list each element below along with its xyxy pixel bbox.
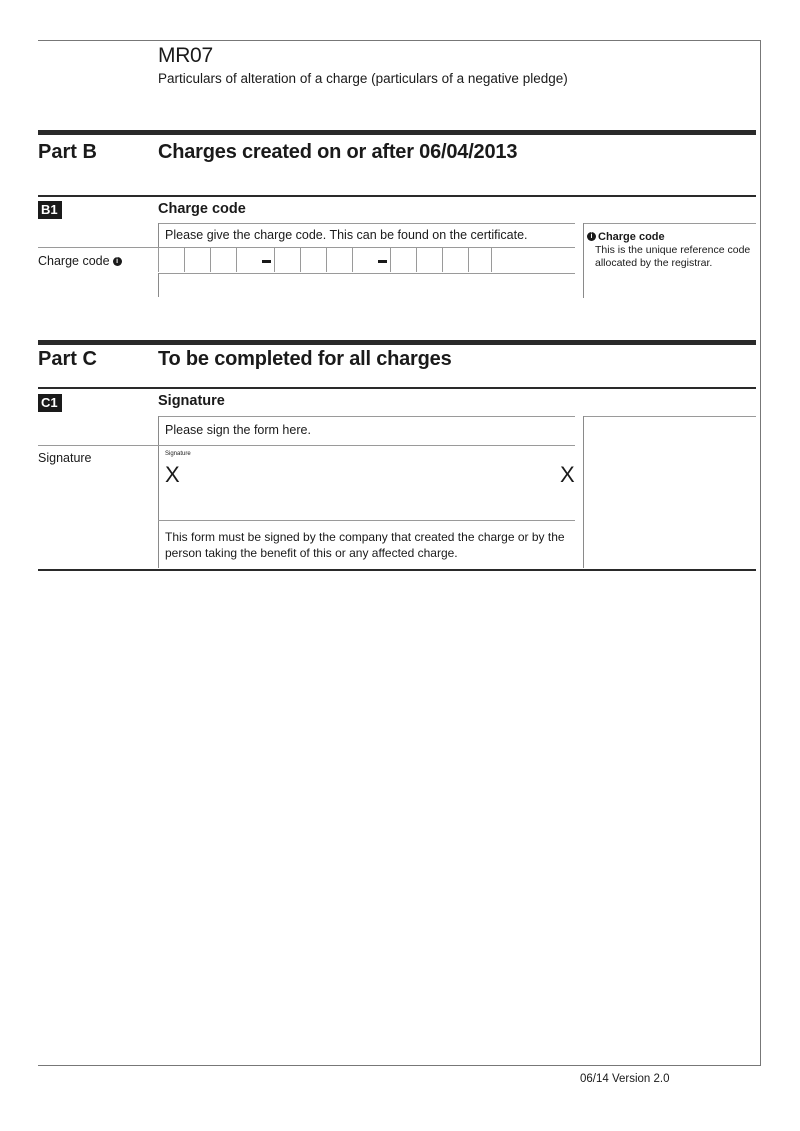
charge-code-instruction: Please give the charge code. This can be found on the certificate. <box>165 228 528 242</box>
part-c-bottom-rule <box>38 569 756 571</box>
signature-note: This form must be signed by the company that created the charge or by the person taking the benefit of this or any affected charge. <box>165 530 565 560</box>
signature-instruction: Please sign the form here. <box>165 423 311 437</box>
instruction-left-rule <box>158 223 159 247</box>
code-dash <box>378 260 387 263</box>
code-cell-divider <box>468 248 469 272</box>
code-cell-divider <box>352 248 353 272</box>
form-subtitle: Particulars of alteration of a charge (particulars of a negative pledge) <box>158 71 568 86</box>
signature-caption: Signature <box>165 451 191 457</box>
section-badge-c1: C1 <box>38 394 62 412</box>
code-cell-divider <box>158 248 159 272</box>
code-cell-divider <box>184 248 185 272</box>
code-empty-left-rule <box>158 273 159 297</box>
section-c1-rule <box>38 387 756 389</box>
section-title-charge-code: Charge code <box>158 201 246 217</box>
bottom-border <box>38 1065 761 1066</box>
part-c-label: Part C <box>38 348 97 370</box>
form-code: MR07 <box>158 44 213 67</box>
help-heading-text: Charge code <box>598 231 665 243</box>
signature-label: Signature <box>38 451 92 465</box>
info-icon: i <box>113 257 122 266</box>
section-badge-b1: B1 <box>38 201 62 219</box>
code-cell-divider <box>210 248 211 272</box>
section-b1-rule <box>38 195 756 197</box>
charge-code-label <box>38 254 122 268</box>
top-border <box>38 40 761 41</box>
code-cell-divider <box>416 248 417 272</box>
sign-end-mark: X <box>560 462 575 487</box>
version-footer: 06/14 Version 2.0 <box>580 1073 670 1085</box>
code-cell-divider <box>326 248 327 272</box>
code-dash <box>262 260 271 263</box>
code-cell-divider <box>236 248 237 272</box>
part-b-title: Charges created on or after 06/04/2013 <box>158 141 518 163</box>
help-box-top-rule <box>583 223 756 224</box>
help-heading <box>587 231 755 243</box>
signature-box[interactable] <box>159 446 575 520</box>
part-b-rule <box>38 130 756 135</box>
code-cell-divider <box>300 248 301 272</box>
right-border <box>760 40 761 1065</box>
code-cell-divider <box>442 248 443 272</box>
help-box-left-rule <box>583 223 584 298</box>
instruction-top-rule <box>158 223 575 224</box>
sign-start-mark: X <box>165 462 180 487</box>
code-cell-divider <box>491 248 492 272</box>
section-title-signature: Signature <box>158 393 225 409</box>
code-cell-divider <box>390 248 391 272</box>
signature-note-rule <box>158 520 575 521</box>
help-body: This is the unique reference code allocated by the registrar. <box>595 244 751 269</box>
sig-instruction-top-rule <box>158 416 575 417</box>
charge-code-label-text: Charge code <box>38 254 110 268</box>
c1-help-top-rule <box>583 416 756 417</box>
code-bottom-rule <box>158 273 575 274</box>
info-icon: i <box>587 232 596 241</box>
c1-help-left-rule <box>583 416 584 568</box>
code-cell-divider <box>274 248 275 272</box>
part-b-label: Part B <box>38 141 97 163</box>
part-c-rule <box>38 340 756 345</box>
help-box-charge-code <box>587 231 755 270</box>
part-c-title: To be completed for all charges <box>158 348 452 370</box>
